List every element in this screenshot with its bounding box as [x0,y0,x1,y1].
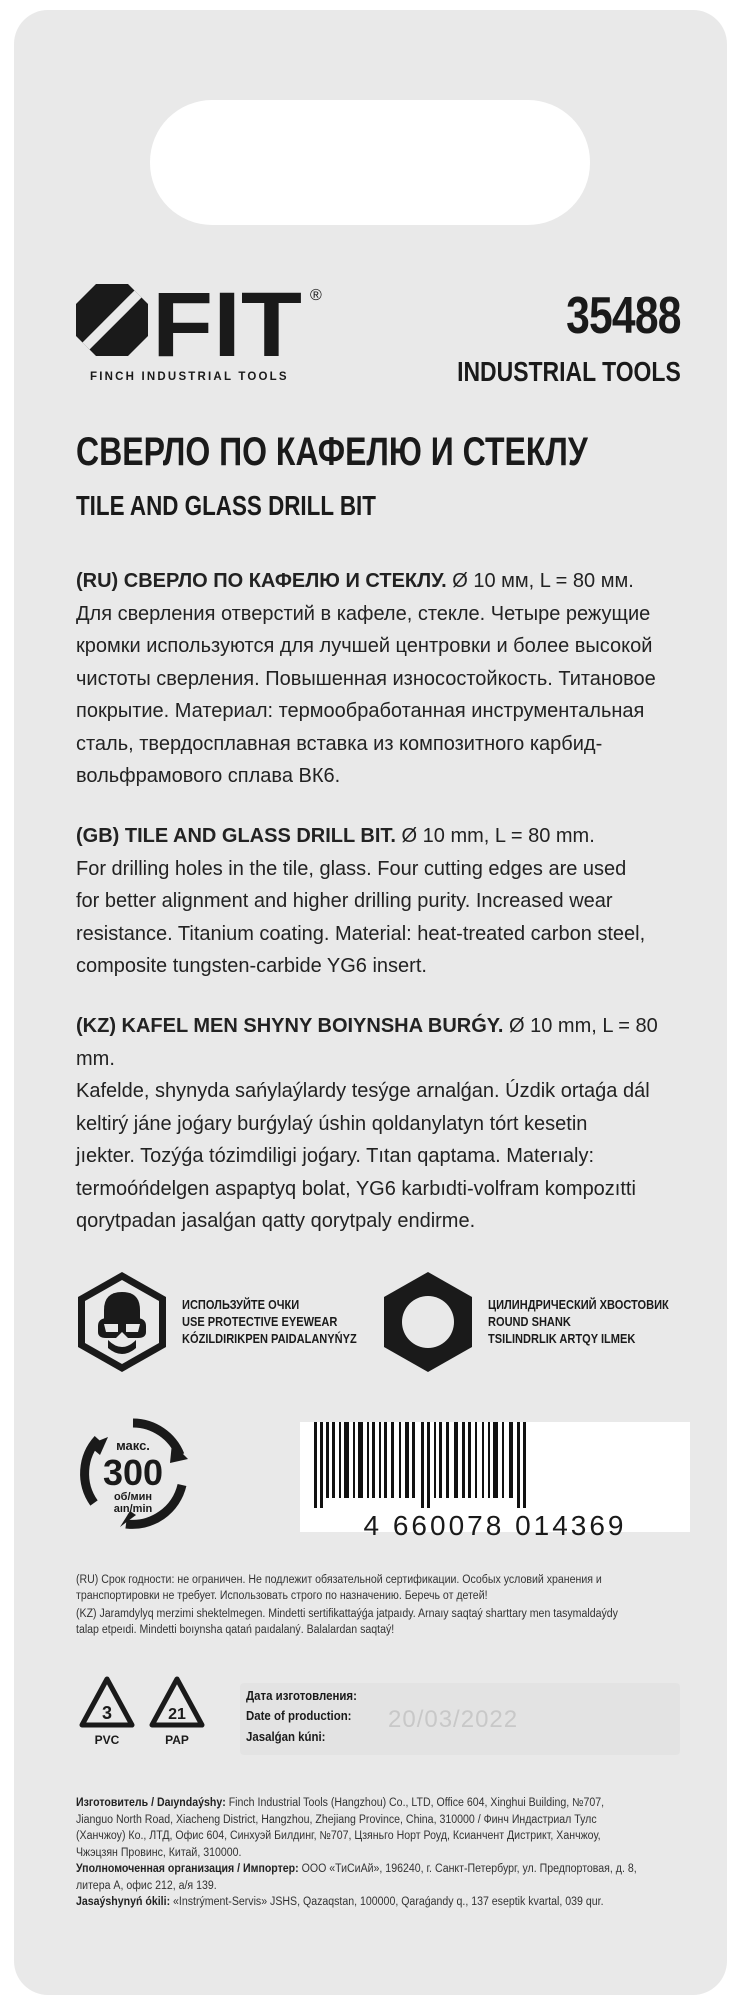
description-gb-heading: (GB) TILE AND GLASS DRILL BIT. [76,825,396,847]
recycle-pap-number: 21 [168,1706,186,1723]
barcode-bar [434,1422,436,1498]
shank-label-ru: ЦИЛИНДРИЧЕСКИЙ ХВОСТОВИК [488,1297,669,1312]
description-ru-body: Для сверления отверстий в кафеле, стекле. Четыре режущие кромки используются для лучшей центровки и более высокой чистоты сверления. Повышенная износостойкость. Титановое покрытие. Материал: термообработанная инструментальная сталь, твердосплавная вставка из композитного карбид- вольфрамового сплава ВК6. [76,602,656,787]
barcode-bar [421,1422,424,1508]
barcode-bar [326,1422,329,1498]
shank-label [488,1296,669,1347]
recycle-pvc-icon [78,1675,136,1733]
barcode-bar [509,1422,513,1498]
product-code: 35488 [566,287,681,345]
barcode-bar [446,1422,449,1498]
barcode-bar [468,1422,471,1498]
manufacturer-label: Изготовитель / Daıyndaýshy: [76,1797,226,1809]
eyewear-label [182,1296,357,1347]
brand-name: FIT [152,280,302,376]
description-kz-heading: (KZ) KAFEL MEN SHYNY BOIYNSHA BURǴY. [76,1015,504,1037]
description-gb-size: Ø 10 mm, L = 80 mm. [396,825,595,847]
recycle-pvc-number: 3 [101,1703,113,1723]
barcode-bar [391,1422,394,1498]
eyewear-label-ru: ИСПОЛЬЗУЙТЕ ОЧКИ [182,1297,300,1312]
barcode-number: 4 660078 014369 [363,1510,627,1541]
shank-label-kz: TSILINDRLIK ARTQY ILMEK [488,1331,636,1346]
description-kz-size: Ø 10 mm, L = 80 mm. [76,1015,658,1070]
product-category: INDUSTRIAL TOOLS [457,356,681,387]
product-title-ru: СВЕРЛО ПО КАФЕЛЮ И СТЕКЛУ [76,430,588,474]
barcode-bar [427,1422,430,1508]
manufacturer-block [76,1795,642,1861]
description-gb-body: For drilling holes in the tile, glass. Four cutting edges are used for better alignment and higher drilling purity. Increased wear resistance. Titanium coating. Material: heat-treated carbon steel, composite tungsten-carbide YG6 insert. [76,857,646,977]
barcode-bar [502,1422,504,1498]
barcode-bar [412,1422,415,1498]
barcode-bar [482,1422,484,1498]
legal-text-ru: (RU) Срок годности: не ограничен. Не подлежит обязательной сертификации. Особых условий хранения и транспортировки не требует. Использовать строго по назначению. Беречь от детей! [76,1574,602,1602]
barcode-bar [358,1422,363,1498]
description-ru [76,565,676,793]
barcode-bar [454,1422,458,1498]
barcode-bar [344,1422,349,1498]
hang-hole [150,100,590,225]
barcode-bars [300,1422,690,1508]
production-date-value: 20/03/2022 [388,1706,519,1733]
shank-label-en: ROUND SHANK [488,1314,571,1329]
barcode-bar [405,1422,409,1498]
description-gb [76,820,676,983]
description-ru-size: Ø 10 мм, L = 80 мм. [446,570,634,592]
production-date-label-en: Date of production: [246,1708,352,1723]
round-shank-icon [380,1270,476,1374]
barcode-bar [462,1422,465,1498]
product-title-en: TILE AND GLASS DRILL BIT [76,490,376,521]
recycle-pap-label: PAP [165,1733,189,1747]
barcode-bar [353,1422,355,1498]
importer-text: ООО «ТиСиАй», 196240, г. Санкт-Петербург, ул. Предпортовая, д. 8, литера А, офис 212, а/я 139. [76,1863,637,1892]
barcode-bar [332,1422,335,1498]
barcode-bar [367,1422,369,1498]
registered-mark: ® [310,287,322,304]
protective-eyewear-icon [74,1270,170,1374]
barcode-bar [439,1422,442,1498]
agent-text: «Instrýment-Servis» JSHS, Qazaqstan, 100000, Qaraǵandy q., 137 eseptik kvartal, 039 qur. [170,1896,604,1908]
max-speed-icon [74,1415,192,1533]
barcode-bar [475,1422,477,1498]
recycle-pvc-label: PVC [94,1733,120,1747]
legal-text-kz: (KZ) Jaramdylyq merzimi shektelmegen. Mindetti sertifikattaýǵa jatpaıdy. Arnaıy saqtaý sharttary men tasymaldaýdy talap etpeıdi. Mindetti boıynsha qatań paıdalaný. Balalardan saqtaý! [76,1608,618,1636]
barcode-bar [384,1422,387,1498]
description-kz-body: Kafelde, shynyda sańylaýlardy tesýge arnalǵan. Úzdik ortaǵa dál keltirý jáne joǵary burǵylaý úshin qoldanylatyn tórt kesetin jıekter. Tozýǵa tózimdiligi joǵary. Tıtan qaptama. Materıaly: termoóńdelgen aspaptyq bolat, YG6 karbıdti-volfram kompozıtti qorytpadan jasalǵan qatty qorytpaly endirme. [76,1080,650,1232]
barcode-bar [379,1422,381,1498]
manufacturer-info [76,1795,642,1911]
barcode-bar [320,1422,323,1508]
speed-max-label: макс. [116,1438,150,1453]
eyewear-label-kz: KÓZILDIRIKPEN PAIDALANYŃYZ [182,1331,357,1346]
speed-value: 300 [102,1452,164,1493]
barcode-bar [314,1422,317,1508]
barcode-bar [339,1422,341,1498]
eyewear-label-en: USE PROTECTIVE EYEWEAR [182,1314,338,1329]
barcode-bar [372,1422,375,1498]
agent-block [76,1894,642,1911]
speed-unit-ru: об/мин [113,1491,153,1503]
description-kz [76,1010,676,1238]
barcode-bar [523,1422,526,1508]
brand-tagline: FINCH INDUSTRIAL TOOLS [90,371,289,383]
production-date-label-kz: Jasalǵan kúni: [246,1729,326,1744]
barcode-bar [399,1422,401,1498]
description-ru-heading: (RU) СВЕРЛО ПО КАФЕЛЮ И СТЕКЛУ. [76,570,447,592]
barcode-bar [493,1422,498,1498]
manufacturer-text: Finch Industrial Tools (Hangzhou) Co., LTD, Office 604, Xinghui Building, №707, Jianguo North Road, Xiacheng District, Hangzhou, Zhejiang Province, China, 310000 / Финч Индастриал Тулс (Ханчжоу) Ко., ЛТД, Офис 604, Синхуэй Билдинг, №707, Цзяньго Норт Роуд, Ксианчент Дистрикт, Ханчжоу, Чжэцзян Провинс, Китай, 310000. [76,1797,605,1859]
barcode-bar [488,1422,490,1498]
recycle-pap-icon [148,1675,206,1733]
speed-unit-kz: aın/min [113,1503,153,1515]
barcode-bar [517,1422,520,1508]
importer-block [76,1861,642,1894]
agent-label: Jasaýshynyń ókili: [76,1896,171,1908]
production-date-label-ru: Дата изготовления: [246,1688,357,1703]
importer-label: Уполномоченная организация / Импортер: [76,1863,299,1875]
